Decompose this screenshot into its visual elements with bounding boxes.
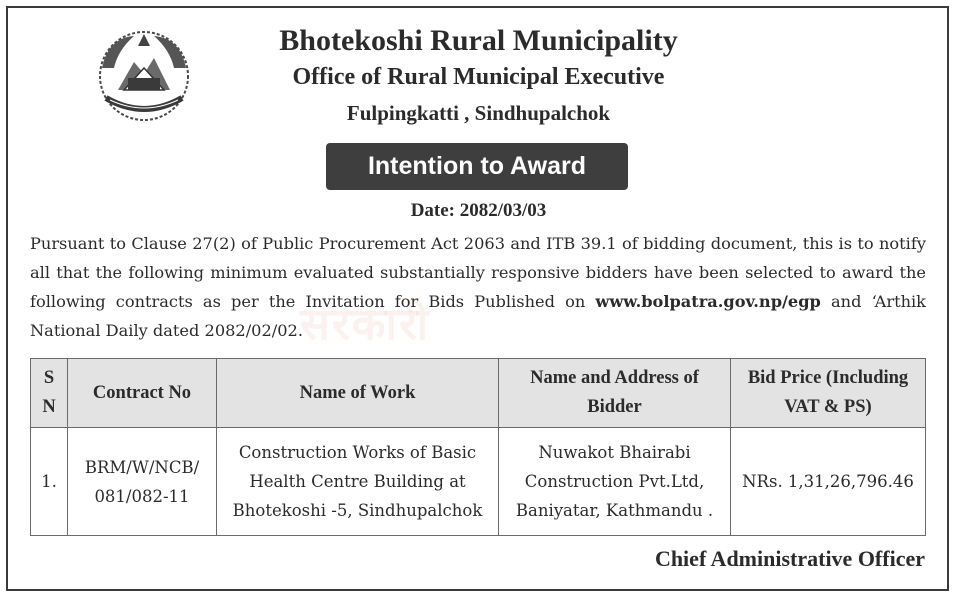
office-name: Office of Rural Municipal Executive: [292, 64, 665, 90]
table-header-row: [31, 359, 926, 428]
award-table: [30, 358, 926, 536]
cell-bidder: Nuwakot Bhairabi Construction Pvt.Ltd, Baniyatar, Kathmandu .: [499, 428, 731, 536]
column-header-sn: S N: [31, 359, 68, 428]
notice-body: [30, 229, 926, 345]
cell-contract-no: BRM/W/NCB/ 081/082-11: [68, 428, 217, 536]
notice-body-text: Pursuant to Clause 27(2) of Public Procurement Act 2063 and ITB 39.1 of bidding document, this is to notify all that the following minimum evaluated substantially responsive bidders have been selected to award the following contracts as per the Invitation for Bids Published on: [30, 234, 926, 311]
municipality-name: Bhotekoshi Rural Municipality: [279, 24, 678, 57]
column-header-bid-price: Bid Price (Including VAT & PS): [731, 359, 926, 428]
cell-bid-price: NRs. 1,31,26,796.46: [731, 428, 926, 536]
table-row: [31, 428, 926, 536]
signatory-title: Chief Administrative Officer: [654, 546, 925, 571]
column-header-contract-no: Contract No: [68, 359, 217, 428]
notice-date: Date: 2082/03/03: [410, 200, 547, 221]
notice-title-banner: Intention to Award: [326, 143, 628, 190]
egp-website-link[interactable]: www.bolpatra.gov.np/egp: [595, 292, 821, 311]
office-location: Fulpingkatti , Sindhupalchok: [346, 101, 611, 125]
column-header-name-of-work: Name of Work: [217, 359, 499, 428]
cell-sn: 1.: [31, 428, 68, 536]
notice-body-text-end: and ‘Arthik National Daily dated 2082/02/02.: [30, 292, 926, 340]
watermark: सरकारी: [300, 299, 431, 350]
cell-name-of-work: Construction Works of Basic Health Centre Building at Bhotekoshi -5, Sindhupalchok: [217, 428, 499, 536]
column-header-bidder: Name and Address of Bidder: [499, 359, 731, 428]
